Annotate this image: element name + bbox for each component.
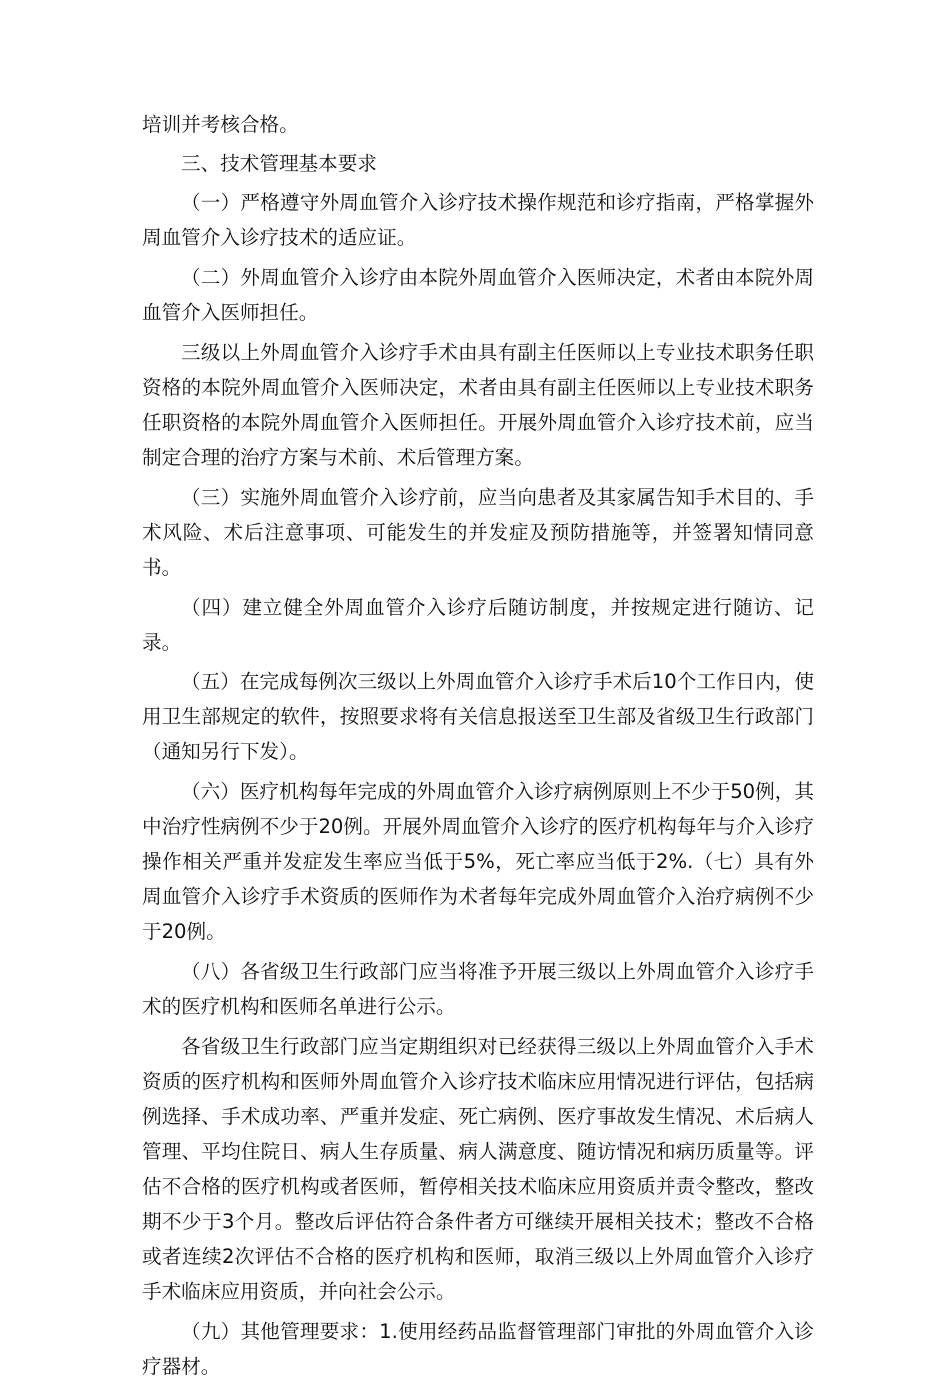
paragraph-item-2: （二）外周血管介入诊疗由本院外周血管介入医师决定，术者由本院外周血管介入医师担任。	[142, 266, 814, 324]
paragraph-item-6-7: （六）医疗机构每年完成的外周血管介入诊疗病例原则上不少于50例，其中治疗性病例不少于20例。开展外周血管介入诊疗的医疗机构每年与介入诊疗操作相关严重并发症发生率应当低于5%，死亡率应当低于2%.（七）具有外周血管介入诊疗手术资质的医师作为术者每年完成外周血管介入治疗病例不少于20例。	[142, 780, 814, 943]
paragraph-item-2-detail: 三级以上外周血管介入诊疗手术由具有副主任医师以上专业技术职务任职资格的本院外周血管介入医师决定，术者由具有副主任医师以上专业技术职务任职资格的本院外周血管介入医师担任。开展外周血管介入诊疗技术前，应当制定合理的治疗方案与术前、术后管理方案。	[142, 341, 814, 469]
paragraph-continuation: 培训并考核合格。	[142, 113, 299, 136]
paragraph-item-9: （九）其他管理要求：1.使用经药品监督管理部门审批的外周血管介入诊疗器材。	[142, 1320, 814, 1378]
paragraph-item-8-detail: 各省级卫生行政部门应当定期组织对已经获得三级以上外周血管介入手术资质的医疗机构和医师外周血管介入诊疗技术临床应用情况进行评估，包括病例选择、手术成功率、严重并发症、死亡病例、医疗事故发生情况、术后病人管理、平均住院日、病人生存质量、病人满意度、随访情况和病历质量等。评估不合格的医疗机构或者医师，暂停相关技术临床应用资质并责令整改，整改期不少于3个月。整改后评估符合条件者方可继续开展相关技术；整改不合格或者连续2次评估不合格的医疗机构和医师，取消三级以上外周血管介入诊疗手术临床应用资质，并向社会公示。	[142, 1035, 814, 1303]
section-heading: 三、技术管理基本要求	[181, 152, 377, 175]
paragraph-item-5: （五）在完成每例次三级以上外周血管介入诊疗手术后10个工作日内，使用卫生部规定的软件，按照要求将有关信息报送至卫生部及省级卫生行政部门（通知另行下发）。	[142, 670, 814, 763]
paragraph-item-3: （三）实施外周血管介入诊疗前，应当向患者及其家属告知手术目的、手术风险、术后注意事项、可能发生的并发症及预防措施等，并签署知情同意书。	[142, 486, 814, 579]
paragraph-item-4: （四）建立健全外周血管介入诊疗后随访制度，并按规定进行随访、记录。	[142, 596, 814, 654]
paragraph-item-8: （八）各省级卫生行政部门应当将准予开展三级以上外周血管介入诊疗手术的医疗机构和医师名单进行公示。	[142, 960, 814, 1018]
document-body	[142, 107, 814, 1384]
paragraph-item-1: （一）严格遵守外周血管介入诊疗技术操作规范和诊疗指南，严格掌握外周血管介入诊疗技术的适应证。	[142, 191, 814, 249]
